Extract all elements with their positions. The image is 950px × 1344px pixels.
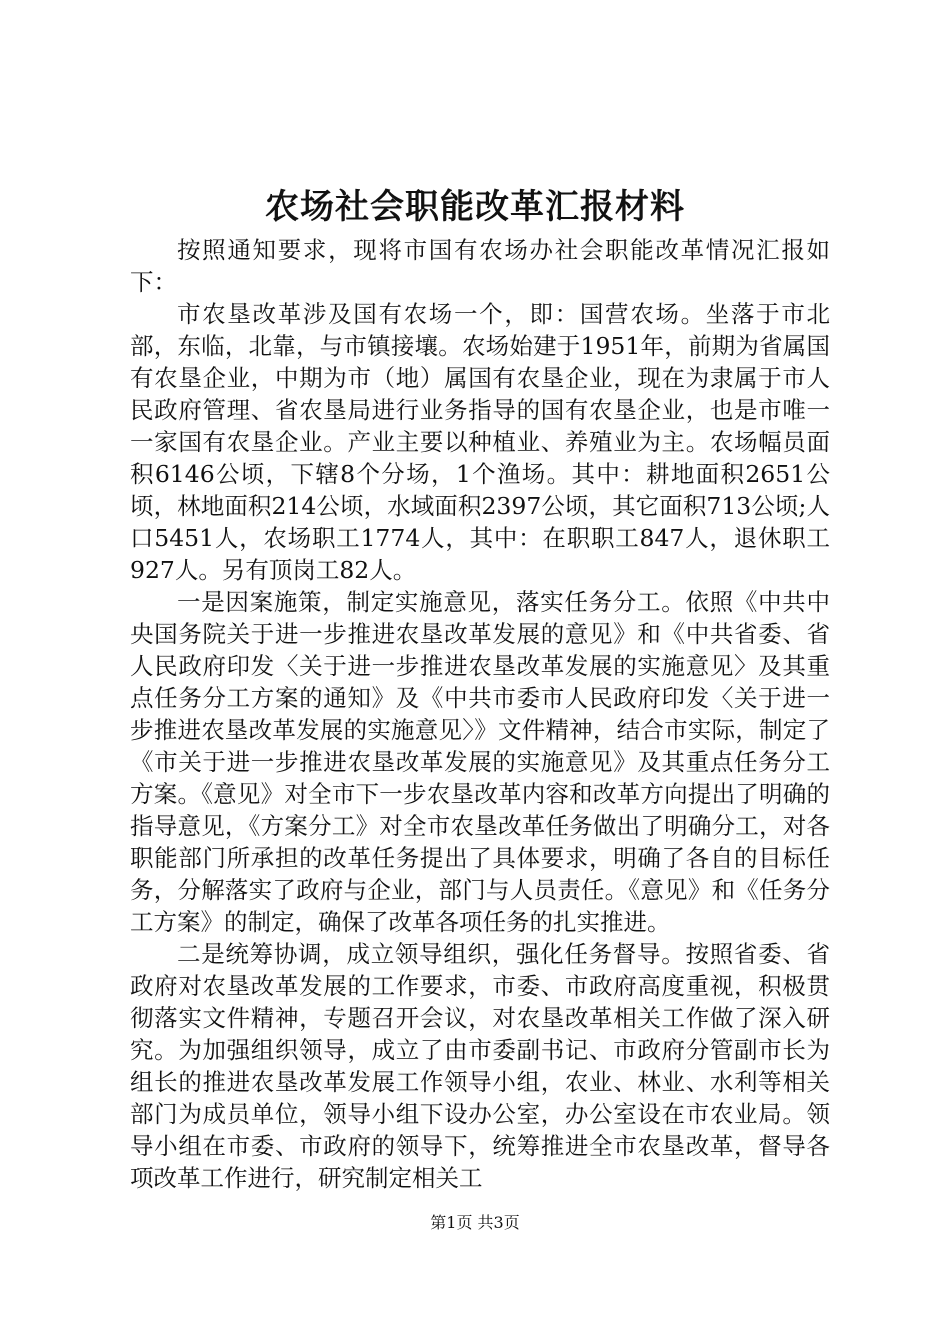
paragraph-overview: 市农垦改革涉及国有农场一个，即：国营农场。坐落于市北部，东临，北靠，与市镇接壤。农场始建于1951年，前期为省属国有农垦企业，中期为市（地）属国有农垦企业，现在为隶属于市人民政府管理、省农垦局进行业务指导的国有农垦企业，也是市唯一一家国有农垦企业。产业主要以种植业、养殖业为主。农场幅员面积6146公顷，下辖8个分场，1个渔场。其中：耕地面积2651公顷，林地面积214公顷，水域面积2397公顷，其它面积713公顷;人口5451人，农场职工1774人，其中：在职职工847人，退休职工927人。另有顶岗工82人。 [130, 300, 830, 584]
page-number: 第1页 共3页 [430, 1213, 520, 1232]
document-title: 农场社会职能改革汇报材料 [265, 187, 685, 227]
paragraph-measure-two: 二是统筹协调，成立领导组织，强化任务督导。按照省委、省政府对农垦改革发展的工作要求，市委、市政府高度重视，积极贯彻落实文件精神，专题召开会议，对农垦改革相关工作做了深入研究。为加强组织领导，成立了由市委副书记、市政府分管副市长为组长的推进农垦改革发展工作领导小组，农业、林业、水利等相关部门为成员单位，领导小组下设办公室，办公室设在市农业局。领导小组在市委、市政府的领导下，统筹推进全市农垦改革，督导各项改革工作进行，研究制定相关工 [130, 940, 830, 1192]
document-body [130, 234, 830, 1194]
paragraph-intro: 按照通知要求，现将市国有农场办社会职能改革情况汇报如下： [130, 236, 830, 296]
paragraph-measure-one: 一是因案施策，制定实施意见，落实任务分工。依照《中共中央国务院关于进一步推进农垦改革发展的意见》和《中共省委、省人民政府印发〈关于进一步推进农垦改革发展的实施意见〉及其重点任务分工方案的通知》及《中共市委市人民政府印发〈关于进一步推进农垦改革发展的实施意见〉》文件精神，结合市实际，制定了《市关于进一步推进农垦改革发展的实施意见》及其重点任务分工方案。《意见》对全市下一步农垦改革内容和改革方向提出了明确的指导意见，《方案分工》对全市农垦改革任务做出了明确分工，对各职能部门所承担的改革任务提出了具体要求，明确了各自的目标任务，分解落实了政府与企业，部门与人员责任。《意见》和《任务分工方案》的制定，确保了改革各项任务的扎实推进。 [130, 588, 830, 936]
